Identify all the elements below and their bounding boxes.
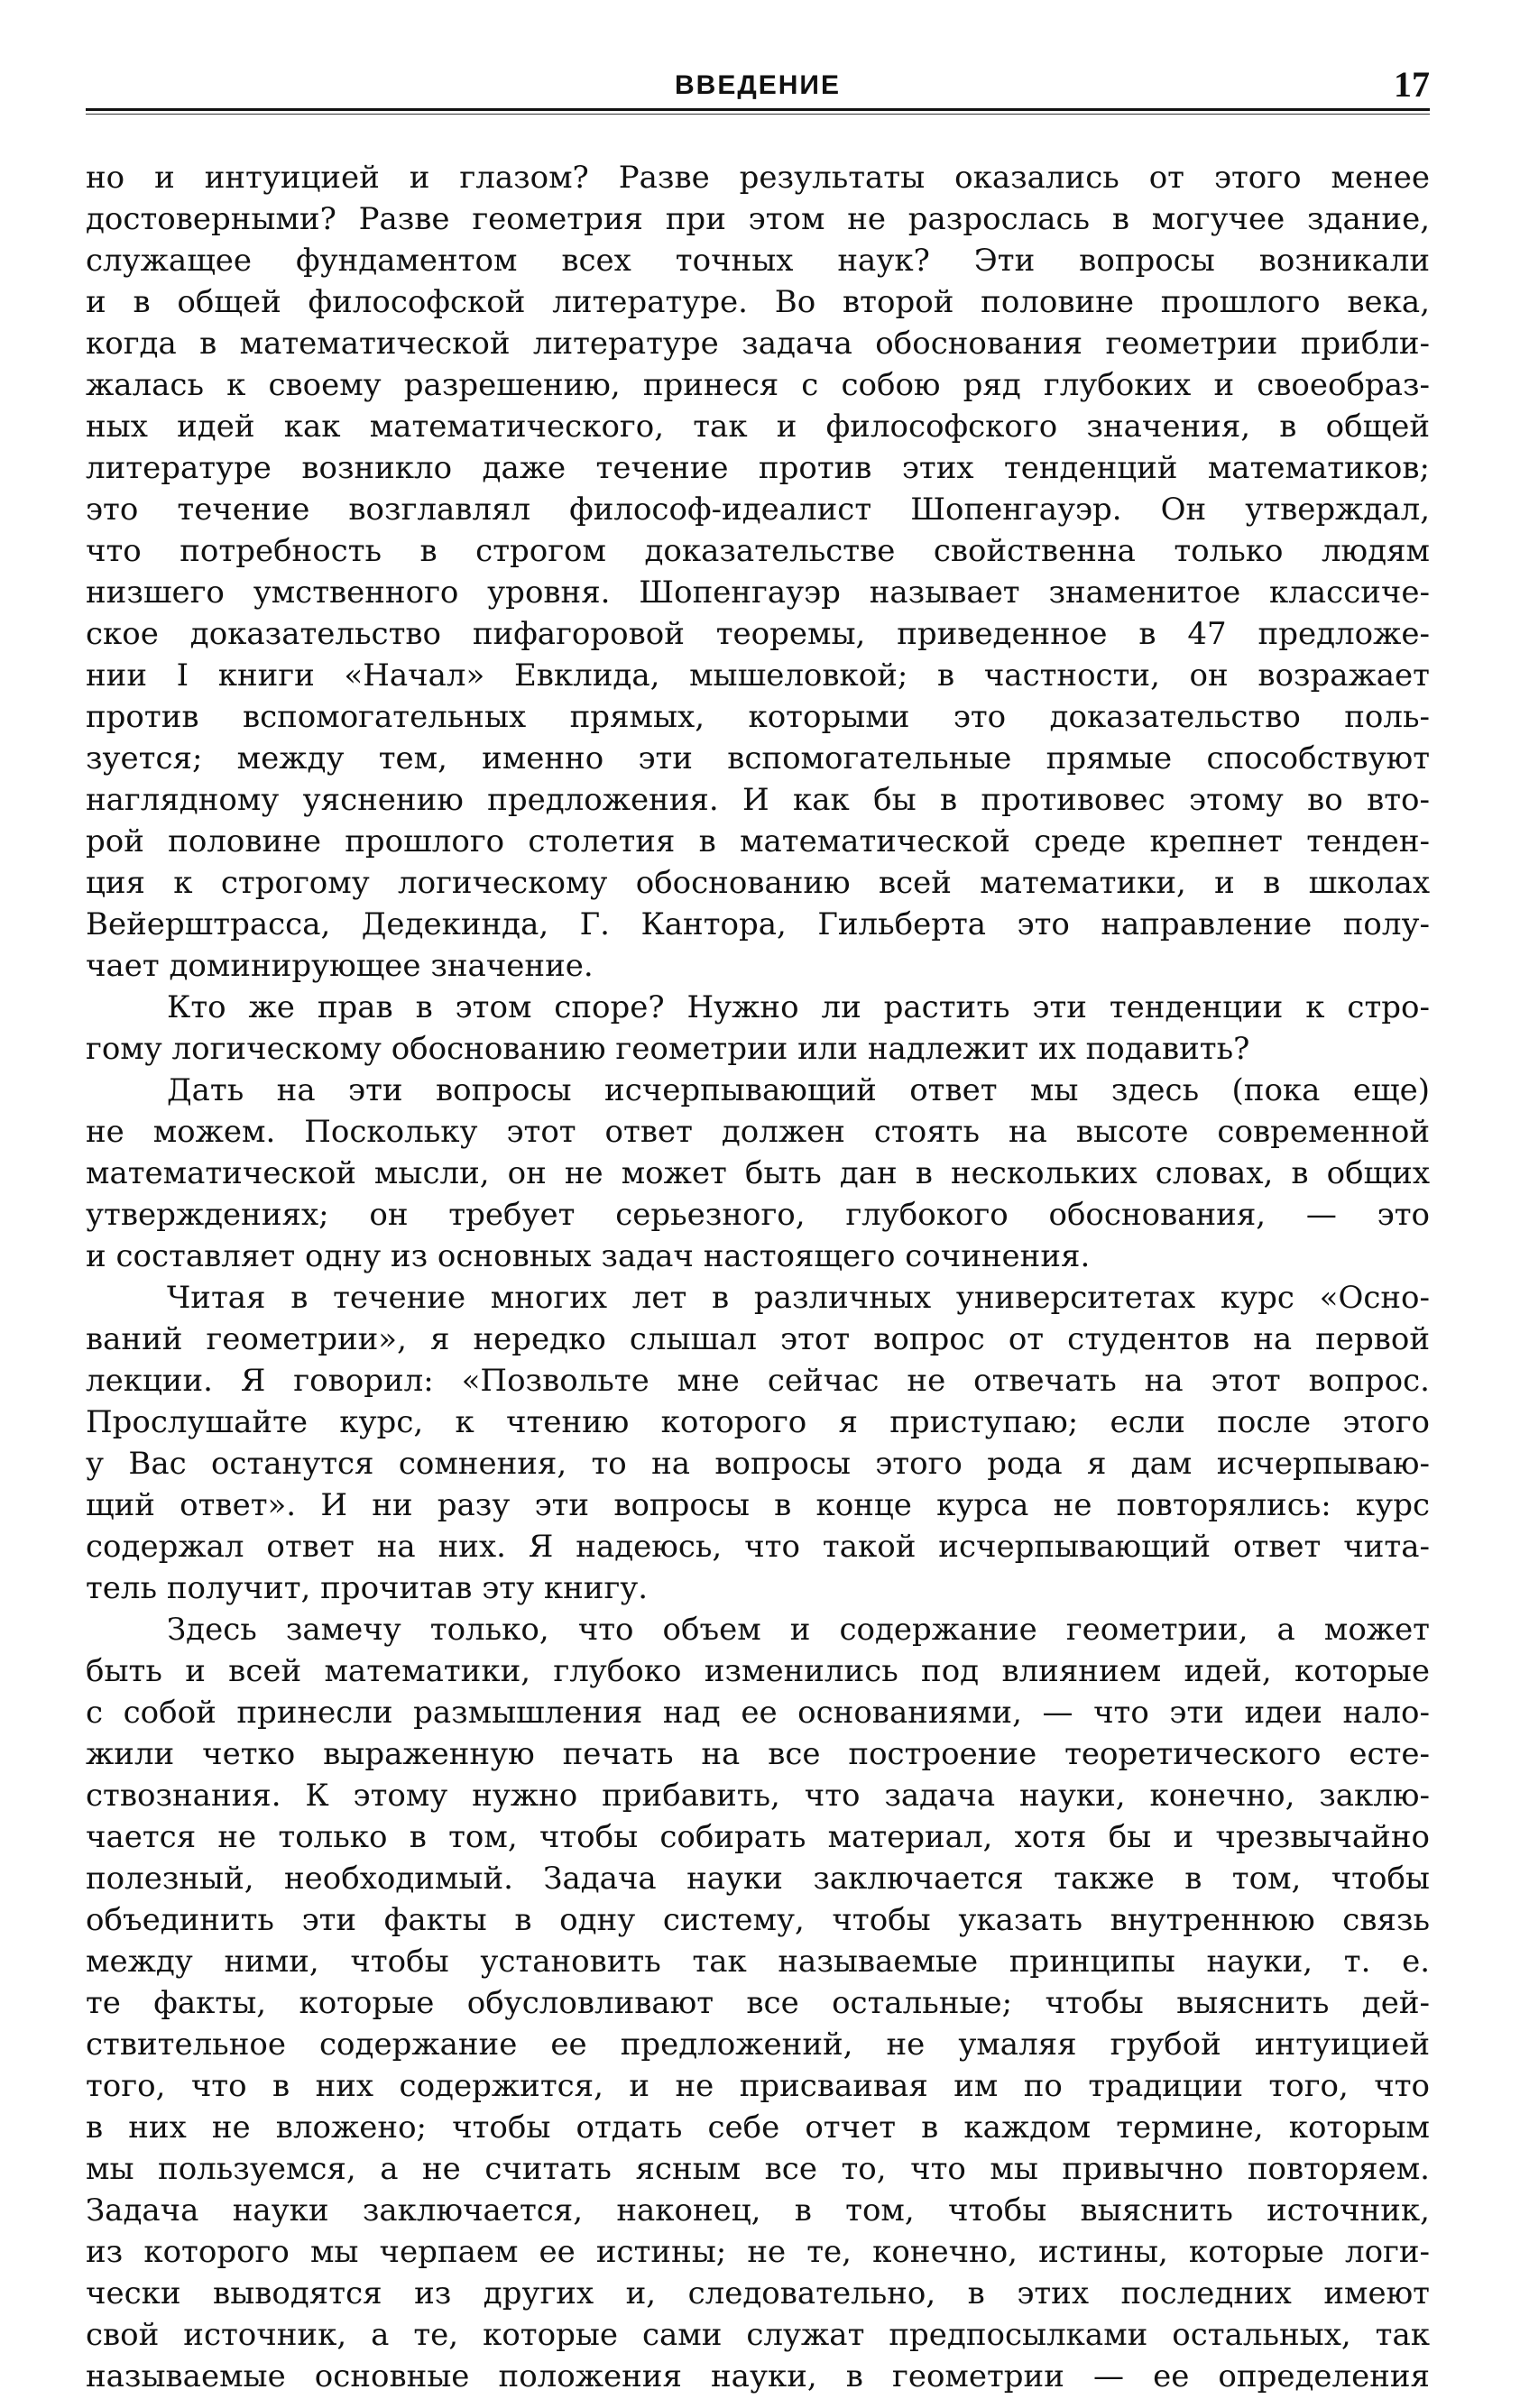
text-line: полезный, необходимый. Задача науки заключается также в том, чтобы (86, 1861, 1430, 1897)
text-line: не можем. Поскольку этот ответ должен стоять на высоте современной (86, 1114, 1430, 1150)
text-line: Кто же прав в этом споре? Нужно ли растить эти тенденции к стро- (167, 989, 1430, 1025)
text-line: низшего умственного уровня. Шопенгауэр называет знаменитое классиче- (86, 574, 1430, 611)
text-line: нии I книги «Начал» Евклида, мышеловкой; в частности, он возражает (86, 657, 1430, 694)
text-line: у Вас останутся сомнения, то на вопросы этого рода я дам исчерпываю- (86, 1446, 1430, 1482)
text-line: мы пользуемся, а не считать ясным все то, что мы привычно повторяем. (86, 2151, 1430, 2187)
text-body (86, 157, 1430, 2397)
text-line: чает доминирующее значение. (86, 948, 594, 984)
text-line: Вейерштрасса, Дедекинда, Г. Кантора, Гильберта это направление полу- (86, 906, 1430, 942)
paragraph (86, 157, 1430, 987)
text-line: те факты, которые обусловливают все остальные; чтобы выяснить дей- (86, 1985, 1430, 2021)
text-line: того, что в них содержится, и не присваивая им по традиции того, что (86, 2068, 1430, 2104)
paragraph (86, 1609, 1430, 2397)
text-line: ское доказательство пифагоровой теоремы, приведенное в 47 предложе- (86, 616, 1430, 652)
text-line: и составляет одну из основных задач настоящего сочинения. (86, 1238, 1091, 1274)
text-line: свой источник, а те, которые сами служат предпосылками остальных, так (86, 2317, 1430, 2353)
text-line: Здесь замечу только, что объем и содержание геометрии, а может (167, 1612, 1430, 1648)
text-line: жалась к своему разрешению, принеся с собою ряд глубоких и своеобраз- (86, 367, 1430, 403)
text-line: это течение возглавлял философ-идеалист Шопенгауэр. Он утверждал, (86, 492, 1430, 528)
text-line: быть и всей математики, глубоко изменились под влиянием идей, которые (86, 1653, 1430, 1689)
text-line: и в общей философской литературе. Во второй половине прошлого века, (86, 284, 1430, 320)
text-line: щий ответ». И ни разу эти вопросы в конце курса не повторялись: курс (86, 1487, 1430, 1523)
text-line: Читая в течение многих лет в различных университетах курс «Осно- (167, 1280, 1430, 1316)
paragraph (86, 1277, 1430, 1609)
text-line: когда в математической литературе задача обоснования геометрии прибли- (86, 326, 1430, 362)
text-line: лекции. Я говорил: «Позвольте мне сейчас не отвечать на этот вопрос. (86, 1363, 1430, 1399)
text-line: против вспомогательных прямых, которыми это доказательство поль- (86, 699, 1430, 735)
text-line: чается не только в том, чтобы собирать материал, хотя бы и чрезвычайно (86, 1819, 1430, 1855)
header-rule-thin (86, 114, 1430, 115)
text-line: наглядному уяснению предложения. И как бы в противовес этому во вто- (86, 782, 1430, 818)
text-line: тель получит, прочитав эту книгу. (86, 1570, 649, 1606)
text-line: зуется; между тем, именно эти вспомогательные прямые способствуют (86, 740, 1430, 777)
book-page (86, 63, 1430, 2394)
running-head: ВВЕДЕНИЕ (675, 70, 841, 100)
text-line: чески выводятся из других и, следовательно, в этих последних имеют (86, 2275, 1430, 2311)
page-number: 17 (1394, 64, 1430, 105)
header-rule (86, 108, 1430, 111)
text-line: содержал ответ на них. Я надеюсь, что такой исчерпывающий ответ чита- (86, 1529, 1430, 1565)
text-line: Задача науки заключается, наконец, в том, чтобы выяснить источник, (86, 2192, 1430, 2229)
text-line: служащее фундаментом всех точных наук? Эти вопросы возникали (86, 243, 1430, 279)
text-line: достоверными? Разве геометрия при этом не разрослась в могучее здание, (86, 201, 1430, 237)
text-line: математической мысли, он не может быть дан в нескольких словах, в общих (86, 1155, 1430, 1191)
text-line: ваний геометрии», я нередко слышал этот вопрос от студентов на первой (86, 1321, 1430, 1357)
text-line: но и интуицией и глазом? Разве результаты оказались от этого менее (86, 160, 1430, 196)
text-line: рой половине прошлого столетия в математической среде крепнет тенден- (86, 823, 1430, 859)
text-line: называемые основные положения науки, в геометрии — ее определения (86, 2358, 1430, 2394)
text-line: ция к строгому логическому обоснованию всей математики, и в школах (86, 865, 1430, 901)
text-line: ствознания. К этому нужно прибавить, что задача науки, конечно, заклю- (86, 1778, 1430, 1814)
text-line: жили четко выраженную печать на все построение теоретического есте- (86, 1736, 1430, 1772)
text-line: объединить эти факты в одну систему, чтобы указать внутреннюю связь (86, 1902, 1430, 1938)
text-line: Прослушайте курс, к чтению которого я приступаю; если после этого (86, 1404, 1430, 1440)
text-line: что потребность в строгом доказательстве свойственна только людям (86, 533, 1430, 569)
paragraph (86, 1070, 1430, 1277)
text-line: гому логическому обоснованию геометрии или надлежит их подавить? (86, 1031, 1250, 1067)
text-line: в них не вложено; чтобы отдать себе отчет в каждом термине, которым (86, 2109, 1430, 2146)
text-line: ствительное содержание ее предложений, не умаляя грубой интуицией (86, 2027, 1430, 2063)
paragraph (86, 987, 1430, 1070)
text-line: между ними, чтобы установить так называемые принципы науки, т. е. (86, 1944, 1430, 1980)
text-line: литературе возникло даже течение против этих тенденций математиков; (86, 450, 1430, 486)
text-line: с собой принесли размышления над ее основаниями, — что эти идеи нало- (86, 1695, 1430, 1731)
text-line: Дать на эти вопросы исчерпывающий ответ мы здесь (пока еще) (167, 1072, 1430, 1108)
text-line: из которого мы черпаем ее истины; не те, конечно, истины, которые логи- (86, 2234, 1430, 2270)
text-line: ных идей как математического, так и философского значения, в общей (86, 409, 1430, 445)
page-header (86, 63, 1430, 114)
text-line: утверждениях; он требует серьезного, глубокого обоснования, — это (86, 1197, 1430, 1233)
